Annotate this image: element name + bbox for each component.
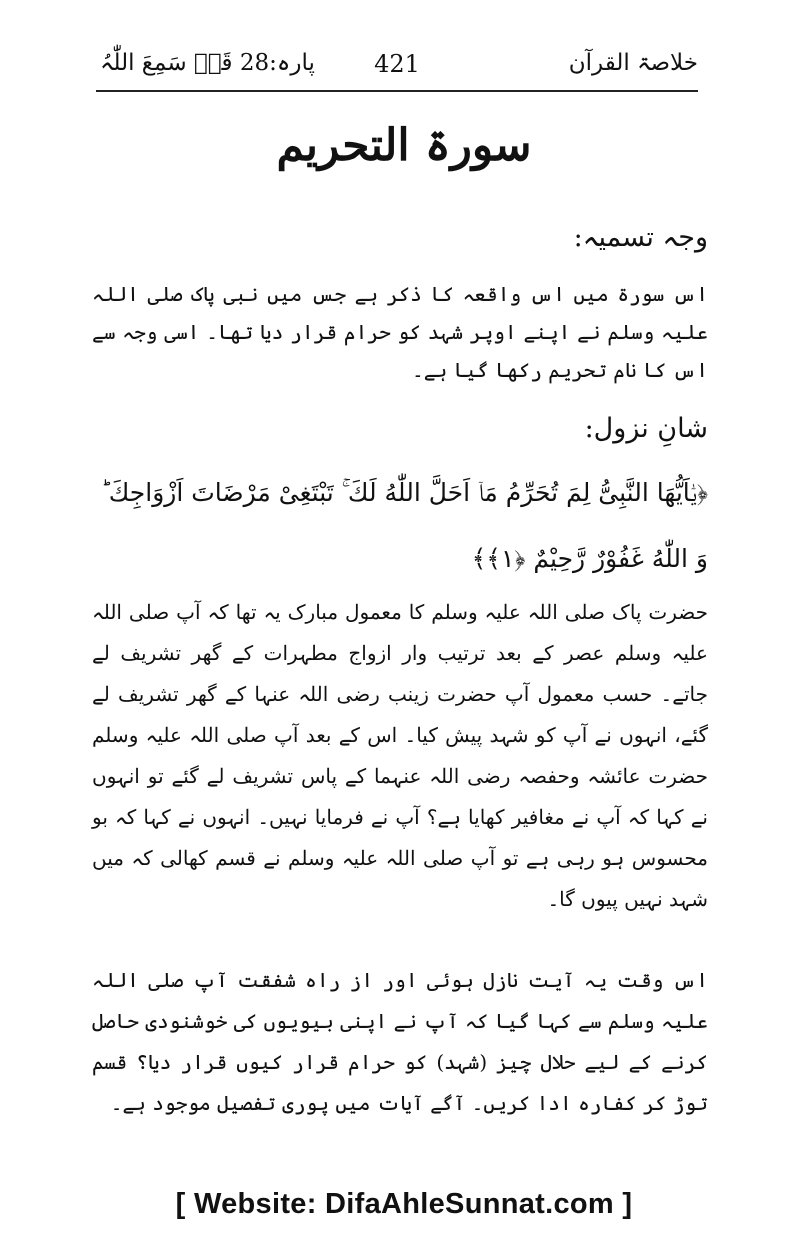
book-title: خلاصۃ القرآن [568, 50, 698, 76]
website-footer: [ Website: DifaAhleSunnat.com ] [175, 1188, 633, 1220]
surah-title: سورۃ التحریم [276, 120, 532, 171]
revelation-heading: شانِ نزول: [584, 413, 708, 444]
revelation-paragraph-1: حضرت پاک صلی اللہ علیہ وسلم کا معمول مبارک یہ تھا کہ آپ صلی اللہ علیہ وسلم عصر کے بعد ترتیب وار ازواج مطہرات کے گھر تشریف لے جاتے۔ حسب معمول آپ حضرت زینب رضی اللہ عنہا کے گھر تشریف لے گئے، انہوں نے آپ کو شہد پیش کیا۔ اس کے بعد آپ صلی اللہ علیہ وسلم حضرت عائشہ وحفصہ رضی اللہ عنہما کے پاس تشریف لے گئے تو انہوں نے کہا کہ آپ نے مغافیر کھایا ہے؟ آپ نے فرمایا نہیں۔ انہوں نے کہا کہ بو محسوس ہو رہی ہے تو آپ صلی اللہ علیہ وسلم نے قسم کھالی کہ میں شہد نہیں پیوں گا۔ [92, 600, 708, 911]
naming-paragraph: اس سورۃ میں اس واقعہ کا ذکر ہے جس میں نبی پاک صلی اللہ علیہ وسلم نے اپنے اوپر شہد کو حرام قرار دیا تھا۔ اسی وجہ سے اس کا نام تحریم رکھا گیا ہے۔ [92, 282, 708, 382]
para-label: پارہ:28 قَدۡ سَمِعَ اللّٰہُ [100, 50, 315, 76]
naming-heading: وجہ تسمیہ: [573, 222, 708, 253]
quran-verse: ﴿یٰۤاَیُّهَا النَّبِیُّ لِمَ تُحَرِّمُ مَاۤ اَحَلَّ اللّٰهُ لَكَ ۚ تَبْتَغِیْ مَرْضَاتَ اَزْوَاجِكَ ؕ وَ اللّٰهُ غَفُوْرٌ رَّحِیْمٌ ﴿۱﴾﴾ [100, 478, 708, 573]
revelation-paragraph-2: اس وقت یہ آیت نازل ہوئی اور از راہ شفقت آپ صلی اللہ علیہ وسلم سے کہا گیا کہ آپ نے اپنی بیویوں کی خوشنودی حاصل کرنے کے لیے حلال چیز (شہد) کو حرام قرار کیوں قرار دیا؟ قسم توڑ کر کفارہ ادا کریں۔ آگے آیات میں پوری تفصیل موجود ہے۔ [92, 968, 708, 1115]
page-header [96, 44, 698, 92]
page-number: 421 [374, 50, 420, 78]
